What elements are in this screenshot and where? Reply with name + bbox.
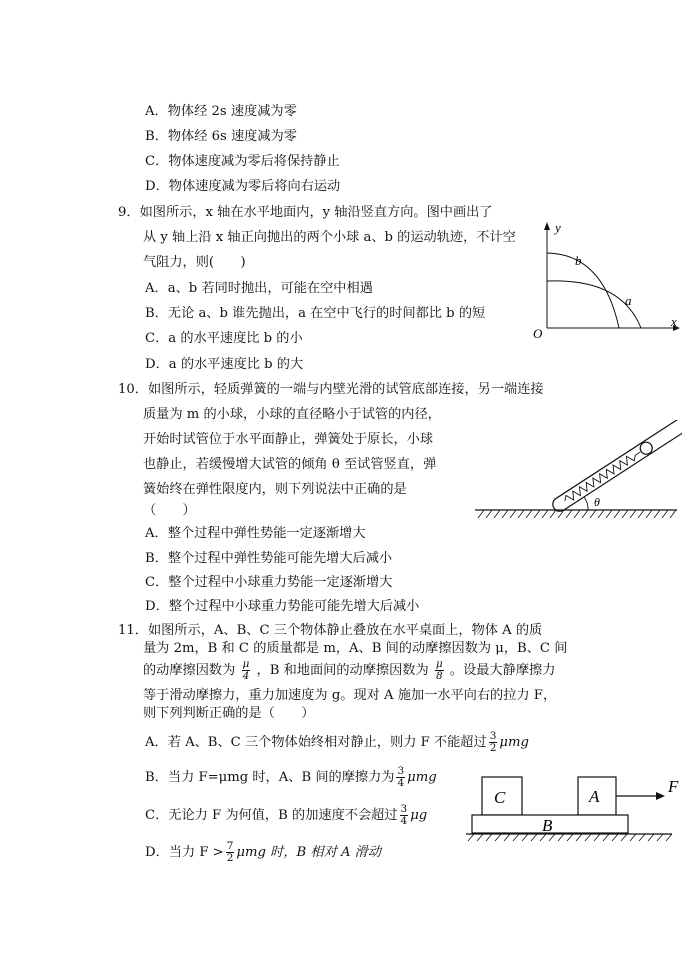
q11-blocks-figure <box>462 770 682 842</box>
q10-stem-line-2: 质量为 m 的小球，小球的直径略小于试管的内径， <box>143 407 441 422</box>
block-b-label: B <box>542 816 553 835</box>
force-arrow-icon <box>656 792 665 800</box>
q11-option-d: D．当力 F > $\frac{7}{2}$ μmg 时，B 相对 A 滑动 <box>145 840 382 864</box>
curve-a-label: a <box>625 293 632 308</box>
y-axis-arrow-icon <box>544 222 550 230</box>
q10-option-d: D．整个过程中小球重力势能可能先增大后减小 <box>145 599 420 614</box>
q8-option-d: D．物体速度减为零后将向右运动 <box>145 179 341 194</box>
q11-line3-part-c: 。设最大静摩擦力 <box>449 663 556 678</box>
q11-stem-line-2: 量为 2m，B 和 C 的质量都是 m，A、B 间的动摩擦因数为 μ，B、C 间 <box>143 641 568 656</box>
q10-stem-line-4: 也静止，若缓慢增大试管的倾角 θ 至试管竖直，弹 <box>143 457 437 472</box>
q10-stem-line-3: 开始时试管位于水平面静止，弹簧处于原长，小球 <box>143 432 434 447</box>
trajectory-b <box>547 253 619 328</box>
spring <box>563 449 643 505</box>
q11-option-a: A．若 A、B、C 三个物体始终相对静止，则力 F 不能超过 $\frac{3}{2}$ μmg <box>145 730 529 754</box>
q10-stem-line-5: 簧始终在弹性限度内，则下列说法中正确的是 <box>143 482 407 497</box>
curve-b-label: b <box>575 253 582 268</box>
ground-hatch <box>478 510 676 518</box>
x-axis-label: x <box>671 314 677 329</box>
angle-arc <box>584 497 588 510</box>
q9-option-b: B．无论 a、b 谁先抛出，a 在空中飞行的时间都比 b 的短 <box>145 306 486 321</box>
q10-option-a: A．整个过程中弹性势能一定逐渐增大 <box>145 526 366 541</box>
q9-trajectory-figure <box>525 218 684 343</box>
force-label: F <box>668 777 679 796</box>
origin-label: O <box>533 326 543 341</box>
q10-option-c: C．整个过程中小球重力势能一定逐渐增大 <box>145 575 393 590</box>
q11-optD-fraction: $\frac{7}{2}$ <box>226 840 234 864</box>
q11-option-b: B．当力 F=μmg 时，A、B 间的摩擦力为 $\frac{3}{4}$ μmg <box>145 765 437 789</box>
q10-tube-figure <box>470 420 682 525</box>
q11-fraction-mu-over-8: $\frac{\mu}{8}$ <box>435 658 443 682</box>
q11-optB-fraction: $\frac{3}{4}$ <box>397 765 405 789</box>
q11-line3-part-b: ，B 和地面间的动摩擦因数为 <box>256 663 429 678</box>
table-hatch <box>468 834 672 841</box>
q11-line3-part-a: 的动摩擦因数为 <box>143 663 236 678</box>
q11-stem-line-3 <box>143 658 555 684</box>
q11-optA-fraction: $\frac{3}{2}$ <box>489 730 497 754</box>
block-c-label: C <box>494 788 506 807</box>
q9-option-d: D．a 的水平速度比 b 的大 <box>145 357 304 372</box>
q9-stem-line-3: 气阻力，则( ) <box>143 255 246 270</box>
q8-option-b: B．物体经 6s 速度减为零 <box>145 129 297 144</box>
q10-stem-line-6: （ ） <box>143 503 196 518</box>
q11-optC-fraction: $\frac{3}{4}$ <box>400 803 408 827</box>
q9-stem-line-2: 从 y 轴上沿 x 轴正向抛出的两个小球 a、b 的运动轨迹，不计空 <box>143 230 516 245</box>
block-a-label: A <box>589 787 600 806</box>
q10-stem-line-1: 10．如图所示，轻质弹簧的一端与内壁光滑的试管底部连接，另一端连接 <box>118 382 544 397</box>
q11-stem-line-1: 11．如图所示，A、B、C 三个物体静止叠放在水平桌面上，物体 A 的质 <box>118 623 543 638</box>
q11-option-c: C．无论力 F 为何值，B 的加速度不会超过 $\frac{3}{4}$ μg <box>145 803 428 827</box>
y-axis-label: y <box>555 220 561 235</box>
q9-stem-line-1: 9．如图所示，x 轴在水平地面内，y 轴沿竖直方向。图中画出了 <box>118 205 493 220</box>
q11-stem-line-5: 则下列判断正确的是（ ） <box>143 706 315 721</box>
angle-label: θ <box>594 495 600 509</box>
ball <box>638 440 655 457</box>
q9-option-c: C．a 的水平速度比 b 的小 <box>145 331 303 346</box>
q10-option-b: B．整个过程中弹性势能可能先增大后减小 <box>145 551 393 566</box>
q8-option-a: A．物体经 2s 速度减为零 <box>145 104 297 119</box>
q8-option-c: C．物体速度减为零后将保持静止 <box>145 154 340 169</box>
q11-fraction-mu-over-4: $\frac{\mu}{4}$ <box>242 658 250 682</box>
q9-option-a: A．a、b 若同时抛出，可能在空中相遇 <box>145 281 373 296</box>
q11-stem-line-4: 等于滑动摩擦力，重力加速度为 g。现对 A 施加一水平向右的拉力 F， <box>143 688 557 703</box>
test-tube <box>550 420 682 514</box>
